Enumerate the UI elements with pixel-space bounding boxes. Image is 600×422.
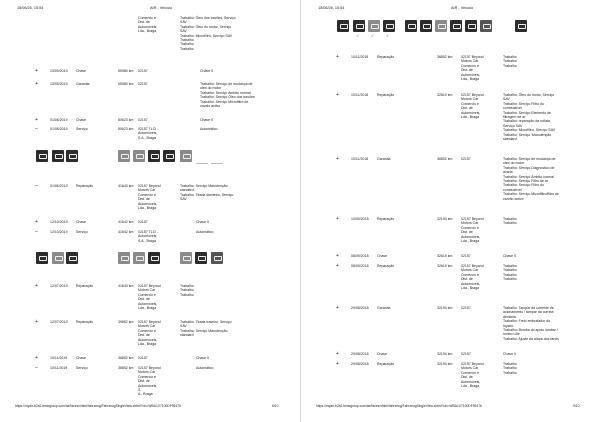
page-header [0,6,300,16]
expand-icon[interactable]: + [336,253,339,259]
page-url: https://myair-b2b2.bmwgroup.com/air/faces/xhtml/fahrzeug/FahrzeugSingleView.xhtml?vin=WBA1V7100DF99476 [316,404,482,408]
empty-slot-icon [211,150,223,162]
entry-type: Reparação [76,184,94,188]
expand-icon[interactable]: + [336,263,339,269]
work-list: Trabalho Trabalho Trabalho [180,284,194,297]
check-icon: ✓ [371,33,375,38]
entry-date: 29/08/2018 [351,306,369,310]
coolant-icon [195,252,207,264]
dealer-name: Motors Car Comercio e Dist. de Automóveis, Lda., Braga [461,97,481,120]
expand-icon[interactable]: + [336,305,339,311]
work-list: Automático [200,127,218,131]
entry-code: 02157 [138,220,148,224]
entry-type: Serviço [76,230,88,234]
expand-icon[interactable]: + [336,351,339,357]
entry-km: 39852 km [118,320,134,324]
print-timestamp: 15/06/26, 15:54 [17,6,44,10]
page-number: 8/10 [272,404,279,408]
expand-icon[interactable]: + [35,68,38,74]
front-brakes-icon [405,20,417,32]
coolant-icon [465,20,477,32]
entry-type: Garantia [377,157,391,161]
microfilter-icon [118,252,130,264]
entry-date: 12/07/2019 [50,320,68,324]
check-icon: ✓ [356,33,360,38]
entry-km: 36852 km [437,157,453,161]
vehicle-check-icon [66,252,78,264]
entry-code: 02157 [461,157,471,161]
expand-icon[interactable]: + [336,216,339,222]
work-list: Trabalho: Óleo dos travões, Serviço SAV Trabalho: Óleo do motor, Serviço SAV Trabalho: Microfiltro, Serviço SAV Trabalho Trabalho Trabalho [180,16,236,51]
service-icons [0,150,300,164]
entry-date: 10/11/2018 [351,157,369,161]
dealer-name: Motors Car Comercio e Dist. de Automóveis, S. A., Braga [138,370,158,397]
entry-type: Reparação [377,217,395,221]
brake-fluid-icon [52,150,64,162]
entry-type: Chave [76,220,87,224]
vehicle-check-icon [66,150,78,162]
entry-km: 41642 km [118,230,134,234]
entry-km: 32819 km [437,93,453,97]
entry-code: 02157 Beyond [461,362,484,366]
page-header [301,6,600,16]
entry-date: 10/11/2019 [50,366,68,370]
page-footer [301,404,600,412]
work-list: Chave 0 [503,254,517,258]
entry-km: 41643 km [118,184,134,188]
brake-fluid-icon [52,252,64,264]
expand-icon[interactable]: + [336,156,339,162]
entry-date: 08/09/2018 [351,264,369,268]
check-icon: ✓ [386,33,390,38]
page-number: 9/10 [573,404,580,408]
entry-km: 36852 km [118,366,134,370]
entry-km: 50623 km [118,127,134,131]
entry-code: 02157 Beyond [138,284,161,288]
dealer-name: Motors Car Comercio e Dist. de Automóveis, Lda., Braga [461,366,481,389]
work-list: Trabalho Trabalho Trabalho Trabalho [503,264,517,282]
entry-km: 55980 km [118,82,134,86]
entry-km: 41642 km [118,220,134,224]
entry-date: 12/10/2019 [50,230,68,234]
brake-fluid-icon [353,20,365,32]
entry-type: Reparação [377,93,395,97]
microfilter-icon [368,20,380,32]
entry-code: 02157 [461,306,471,310]
entry-code: 02157 [138,118,148,122]
work-list: Chave 0 [200,118,214,122]
rear-brakes-icon [148,150,160,162]
entry-date: 10/11/2018 [351,55,369,59]
page-url: https://myair-b2b2.bmwgroup.com/air/faces/xhtml/fahrzeug/FahrzeugSingleView.xhtml?vin=WBA1V7100DF99476 [15,404,181,408]
collapse-icon[interactable]: – [35,365,38,371]
rear-brakes-icon [148,252,160,264]
entry-date: 13/09/2019 [50,82,68,86]
inspection-icon [180,150,192,162]
work-list: Trabalho Trabalho Trabalho [503,362,517,375]
entry-code: 02157 [138,356,148,360]
entry-type: Chave [377,352,388,356]
dealer-name: Motors Car Comercio e Dist. de Automóveis, Lda., Braga [461,221,481,244]
service-icons [301,20,600,38]
entry-code: 02157 Beyond [461,264,484,268]
entry-km: 32194 km [437,306,453,310]
fuel-filter-icon [515,20,527,32]
collapse-icon[interactable]: – [35,183,38,189]
expand-icon[interactable]: + [35,355,38,361]
entry-type: Garantia [377,306,391,310]
dealer-name: Automóveis, S.A., Braga [138,234,158,243]
oil-service-icon [337,20,349,32]
entry-date: 12/07/2019 [50,284,68,288]
page-title: AIR - Veículo [150,6,173,10]
vehicle-check-icon [383,20,395,32]
entry-type: Reparação [377,362,395,366]
entry-type: Reparação [377,264,395,268]
entry-code: 02157 Beyond [461,217,484,221]
work-list: Chave 0 [200,69,214,73]
dealer-name: Motors Car Comercio e Dist. de Automóveis, Lda., Braga [461,59,481,82]
oil-service-icon [36,150,48,162]
oil-service-icon [36,252,48,264]
work-list: Chave 0 [196,356,210,360]
work-list: Trabalho: Óleo do motor, Serviço SAV Trabalho: Serviço Filtro do combustível Trabalho: Serviço Elemento de filtragem de ar Trabalho: reparação da ruflata, Serviço SAV Trabalho: Microfiltro, Serviço SAV Trabalho: Serviço 'Manutenção standard' [503,93,556,142]
air-filter-icon [480,20,492,32]
dealer-name: Motors Car Comercio e Dist. de Automóveis, Lda., Braga [461,268,481,291]
work-list: Trabalho Trabalho Trabalho [503,55,517,68]
expand-icon[interactable]: + [35,81,38,87]
expand-icon[interactable]: + [336,361,339,367]
entry-code: 02157 Beyond [138,320,161,324]
work-list: Trabalho: Tampar da corrente de acionamento / tampar da correia dentada Trabalho: Freio embraiador do líquido Trabalho: Bomba do apoio lombar / lombo Lille Trabalho: Ajuste da altura dos faróis [503,306,559,341]
work-list: Chave 0 [196,220,210,224]
spark-plug-icon [450,20,462,32]
entry-code: 02157 TLCI - [138,230,159,234]
entry-code: 02157 Beyond [138,366,161,370]
inspection-icon [180,252,192,264]
empty-slot-icon [196,150,208,162]
entry-km: 55980 km [118,69,134,73]
work-list: Trabalho Trabalho [503,217,517,226]
work-list: Trabalho: Serviço de mudança de óleo do motor Trabalho: Serviço Diagnóstico de avaria Trabalho: Serviço Âmbito normal Trabalho: Serviço Filtro de ar Trabalho: Serviço Filtro do combustível Trabalho: Serviço Microfiltro/filtro de carvão activo [503,157,559,201]
entry-type: Serviço [76,127,88,131]
entry-type: Reparação [76,284,94,288]
entry-code: 02157 [461,254,471,258]
entry-type: Garantia [76,82,90,86]
entry-km: 41643 km [118,284,134,288]
expand-icon[interactable]: + [35,283,38,289]
service-icons [0,252,300,266]
entry-date: 13/09/2019 [50,69,68,73]
work-list: Chave 0 [503,352,517,356]
entry-type: Chave [76,356,87,360]
work-list: Trabalho: Serviço Manutenção standard Trabalho: Tirada dianteiro, Serviço SAV [180,184,234,202]
spark-plug-icon [163,150,175,162]
rear-brakes-icon [420,20,432,32]
collapse-icon[interactable]: – [35,229,38,235]
entry-date: 29/08/2018 [351,352,369,356]
spark-plug-icon [211,252,223,264]
entry-km: 50623 km [118,118,134,122]
page-title: AIR - Veículo [451,6,474,10]
page-footer [0,404,300,412]
work-list: Trabalho: Serviço de mudança de óleo do motor Trabalho: Serviço Ambito normal Trabalho: Serviço Óleo dos travões Trabalho: Serviço Microfiltro de cavalo activo [200,82,255,109]
expand-icon[interactable]: + [35,117,38,123]
entry-type: Reparação [377,55,395,59]
entry-code: 02157 [461,352,471,356]
expand-icon[interactable]: + [35,319,38,325]
expand-icon[interactable]: + [336,92,339,98]
dealer-name: Motors Car Comercio e Dist. de Automóveis, Lda., Braga [138,288,158,311]
entry-km: 32619 km [437,254,453,258]
entry-code: 02157 Beyond [461,55,484,59]
entry-date: 10/09/2018 [351,217,369,221]
entry-km: 32194 km [437,352,453,356]
collapse-icon[interactable]: – [35,126,38,132]
microfilter-icon [118,150,130,162]
entry-code: 02157 [138,69,148,73]
entry-date: 12/10/2019 [50,220,68,224]
entry-type: Chave [76,118,87,122]
entry-date: 01/06/2019 [50,127,68,131]
entry-date: 10/11/2019 [50,356,68,360]
work-list: Automático [196,230,214,234]
entry-type: Chave [76,69,87,73]
entry-km: 36852 km [118,356,134,360]
entry-type: Serviço [76,366,88,370]
entry-date: 10/11/2018 [351,93,369,97]
document-page-2 [300,0,600,422]
entry-code: 02157 Beyond [138,184,161,188]
entry-code: 02157 Beyond [461,93,484,97]
entry-date: 29/08/2018 [351,362,369,366]
front-brakes-icon [133,252,145,264]
dealer-name: Motors Car Comercio e Dist. de Automóveis, Lda., Braga [138,324,158,347]
inspection-icon [435,20,447,32]
front-brakes-icon [133,150,145,162]
entry-km: 32194 km [437,362,453,366]
entry-type: Reparação [76,320,94,324]
expand-icon[interactable]: + [35,219,38,225]
entry-type: Chave [377,254,388,258]
work-list: Trabalho: Tirada traseiro, Serviço SAV Trabalho: Serviço Manutenção standard [180,320,232,338]
entry-km: 36852 km [437,55,453,59]
expand-icon[interactable]: + [336,54,339,60]
entry-date: 08/09/2018 [351,254,369,258]
entry-date: 01/06/2019 [50,118,68,122]
dealer-name: Motors Car Comercio e Dist. de Automóveis, Lda., Braga [138,188,158,211]
entry-code: 02157 [138,82,148,86]
entry-km: 32194 km [437,217,453,221]
entry-code: 02157 TLCI - [138,127,159,131]
entry-km: 32619 km [437,264,453,268]
dealer-name: Automóveis, S.A., Braga [138,131,158,140]
entry-date: 01/06/2019 [50,184,68,188]
dealer-name: Comercio e Dist. de Automóveis, Lda., Braga [138,16,158,34]
print-timestamp: 15/06/26, 15:54 [318,6,345,10]
work-list: Automático [196,366,214,370]
